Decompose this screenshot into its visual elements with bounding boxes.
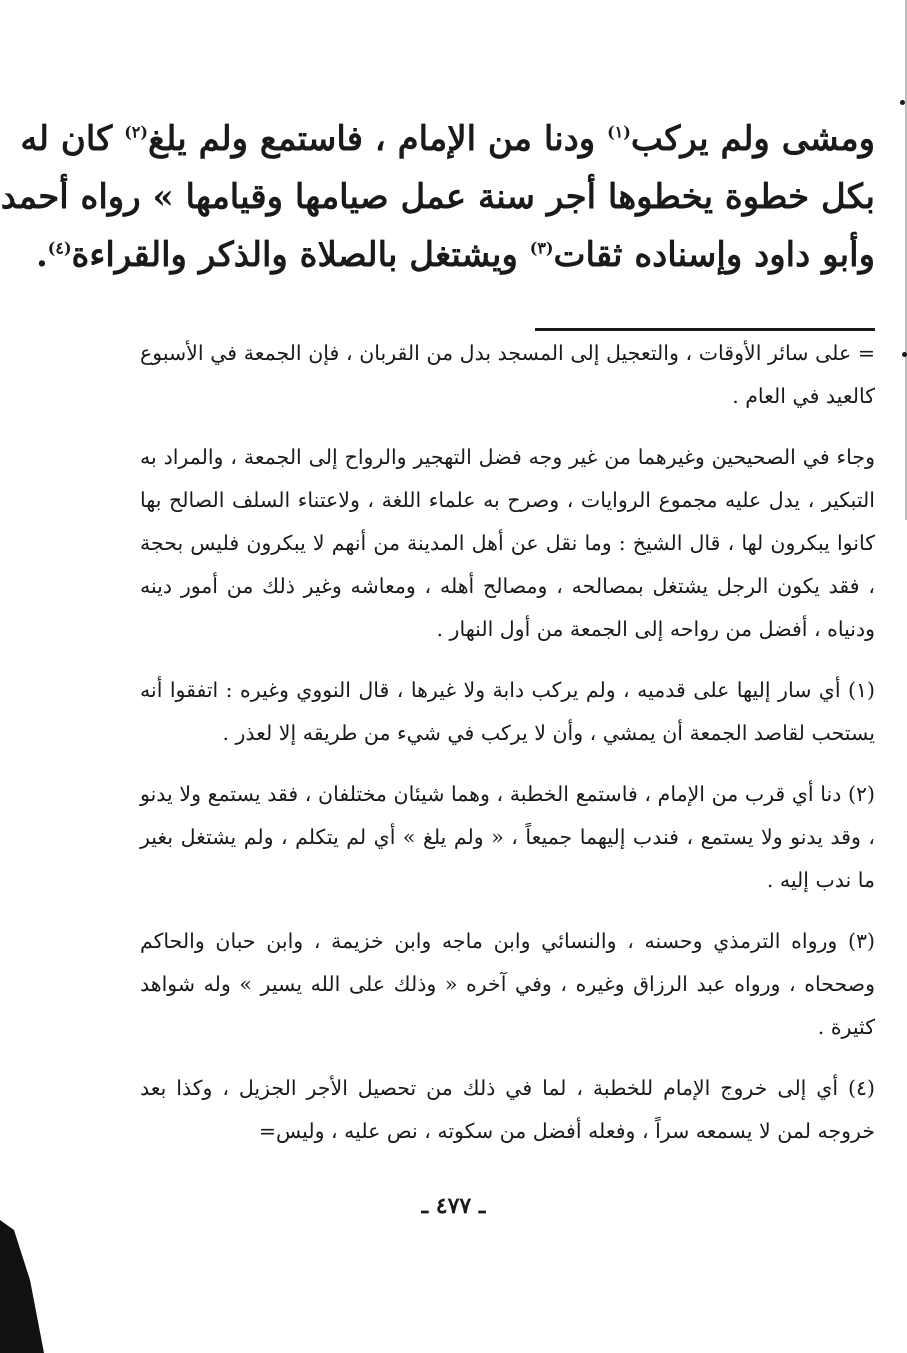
- main-line-text: .: [35, 235, 48, 275]
- main-line-text: ودنا من الإمام ، فاستمع ولم يلغ: [147, 119, 608, 159]
- footnote-divider: [535, 328, 875, 331]
- page-corner-shadow: [0, 1220, 60, 1353]
- footnote-ref[interactable]: (٤): [47, 238, 72, 258]
- footnote-continuation: = على سائر الأوقات ، والتعجيل إلى المسجد بدل من القربان ، فإن الجمعة في الأسبوع كالعيد في العام .: [140, 341, 875, 408]
- footnotes-section: [140, 332, 875, 1171]
- margin-dot: [900, 100, 905, 105]
- main-line: [35, 226, 875, 284]
- main-line-text: وأبو داود وإسناده ثقات: [553, 235, 875, 275]
- main-line: [20, 110, 875, 168]
- footnote-4: (٤) أي إلى خروج الإمام للخطبة ، لما في ذلك من تحصيل الأجر الجزيل ، وكذا بعد خروجه لمن لا يسمعه سراً ، وفعله أفضل من سكوته ، نص عليه ، وليس=: [140, 1076, 875, 1143]
- footnote-ref[interactable]: (٢): [124, 122, 148, 142]
- footnote-ref[interactable]: (٣): [529, 238, 554, 258]
- footnote-1: (١) أي سار إليها على قدميه ، ولم يركب دابة ولا غيرها ، قال النووي وغيره : اتفقوا أنه يستحب لقاصد الجمعة أن يمشي ، وأن لا يركب في شيء من طريقه إلا لعذر .: [140, 678, 875, 745]
- footnote-commentary: وجاء في الصحيحين وغيرهما من غير وجه فضل التهجير والرواح إلى الجمعة ، والمراد به التبكير ، يدل عليه مجموع الروايات ، وصرح به علماء اللغة ، ولاعتناء السلف الصالح بها كانوا يبكرون لها ، قال الشيخ : وما نقل عن أهل المدينة من أنهم لا يبكرون فليس بحجة ، فقد يكون الرجل يشتغل بمصالحه ، ومصالح أهله ، ومعاشه وغير ذلك من أمور دينه ودنياه ، أفضل من رواحه إلى الجمعة من أول النهار .: [140, 445, 875, 641]
- footnote-2: (٢) دنا أي قرب من الإمام ، فاستمع الخطبة ، وهما شيئان مختلفان ، فقد يستمع ولا يدنو ، وقد يدنو ولا يستمع ، فندب إليهما جميعاً ، « ولم يلغ » أي لم يتكلم ، ولم يشتغل بغير ما ندب إليه .: [140, 782, 875, 892]
- margin-dot: [902, 352, 907, 357]
- footnote-3: (٣) ورواه الترمذي وحسنه ، والنسائي وابن ماجه وابن خزيمة ، وابن حبان والحاكم وصححاه ، ورواه عبد الرزاق وغيره ، وفي آخره « وذلك على الله يسير » وله شواهد كثيرة .: [140, 929, 875, 1039]
- main-text-block: [0, 110, 875, 284]
- main-line-text: كان له: [20, 119, 125, 159]
- page-number: ـ ٤٧٧ ـ: [421, 1193, 486, 1219]
- footnote-ref[interactable]: (١): [607, 122, 631, 142]
- main-line-text: ومشى ولم يركب: [630, 119, 875, 159]
- main-line-text: ويشتغل بالصلاة والذكر والقراءة: [71, 235, 530, 275]
- main-line: بكل خطوة يخطوها أجر سنة عمل صيامها وقيامها » رواه أحمد: [0, 177, 875, 217]
